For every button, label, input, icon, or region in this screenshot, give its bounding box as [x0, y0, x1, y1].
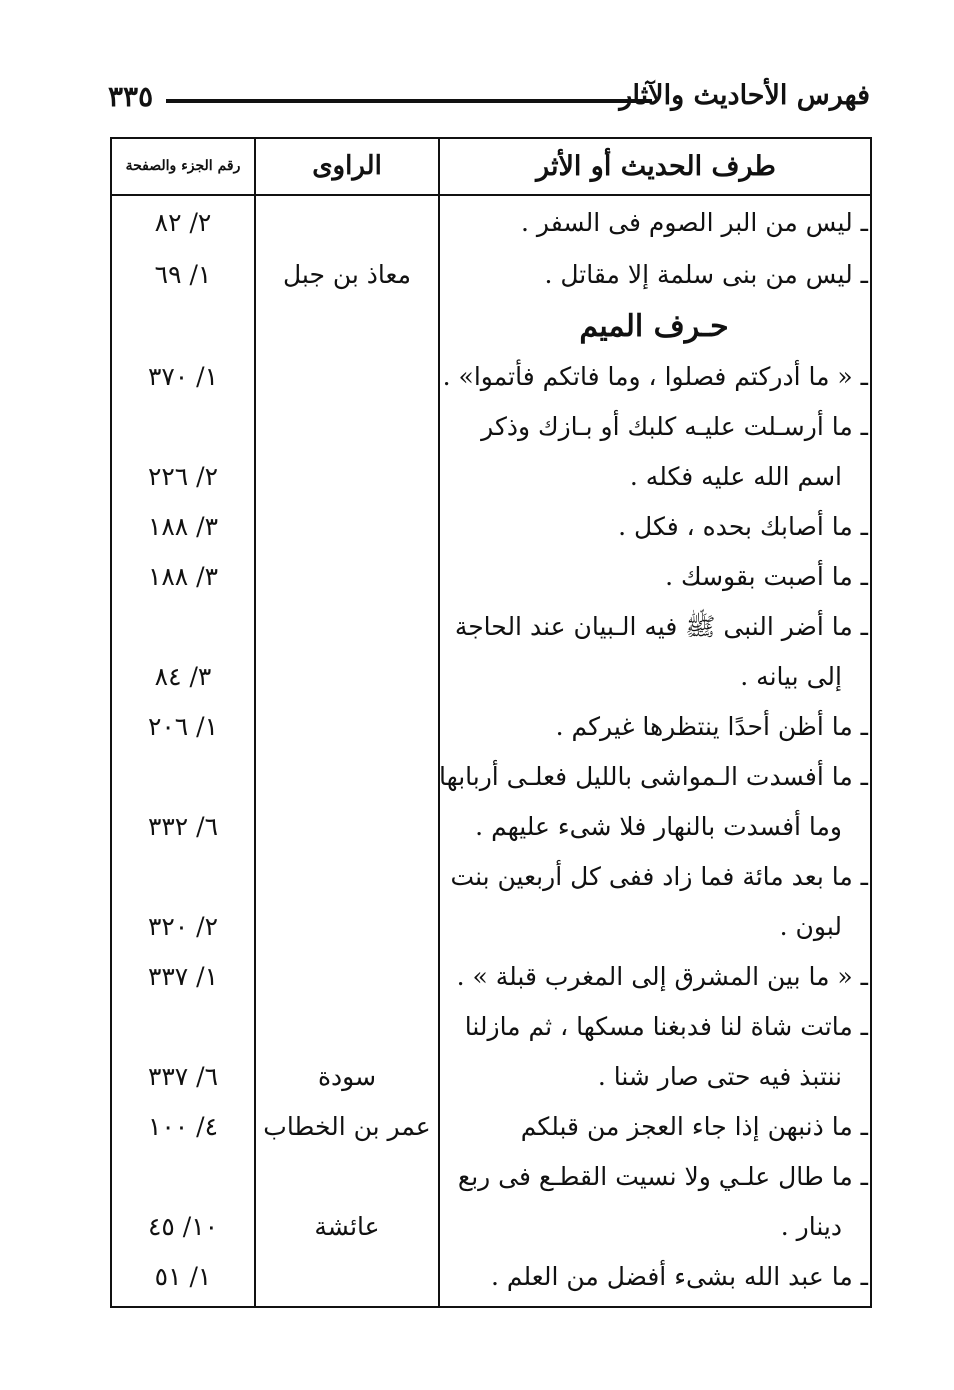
hadith-text: ـ ليس من بنى سلمة إلا مقاتل .: [544, 260, 868, 289]
volume-page-ref: ١/ ٢٠٦: [147, 712, 219, 741]
page-number: ٣٣٥: [108, 80, 154, 113]
narrator-name: عائشة: [314, 1212, 380, 1241]
header-rule: [166, 99, 652, 103]
table-row: [112, 1252, 874, 1302]
volume-page-ref: ٤/ ١٠٠: [147, 1112, 219, 1141]
running-head: [108, 78, 870, 118]
table-row: [112, 602, 874, 652]
volume-page-ref: [112, 752, 254, 802]
table-row: [112, 552, 874, 602]
hadith-text: وما أفسدت بالنهار فلا شىء عليهم .: [475, 812, 842, 841]
hadith-text: دينار .: [780, 1212, 842, 1241]
hadith-text: ـ ما أصابك بحده ، فكل .: [618, 512, 868, 541]
volume-page-ref: [112, 1152, 254, 1202]
narrator-name: [256, 552, 438, 602]
narrator-name: [256, 952, 438, 1002]
table-row: [112, 702, 874, 752]
narrator-name: [256, 902, 438, 952]
narrator-name: [256, 452, 438, 502]
table-row: [112, 902, 874, 952]
table-row: [112, 852, 874, 902]
table-row: [112, 752, 874, 802]
table-row: [112, 802, 874, 852]
volume-page-ref: ٢/ ٣٢٠: [147, 912, 219, 941]
table-row: [112, 1152, 874, 1202]
table-row: [112, 352, 874, 402]
hadith-text: ـ ما عبد الله بشىء أفضل من العلم .: [490, 1262, 868, 1291]
volume-page-ref: ١/ ٦٩: [154, 260, 212, 289]
narrator-name: [256, 502, 438, 552]
table-row: [112, 1202, 874, 1252]
hadith-text: ـ ما أظن أحدًا ينتظرها غيركم .: [555, 712, 868, 741]
narrator-name: [256, 402, 438, 452]
narrator-name: [256, 652, 438, 702]
volume-page-ref: [112, 1002, 254, 1052]
volume-page-ref: ٣/ ١٨٨: [147, 562, 219, 591]
column-header-reference: رقم الجزء والصفحة: [125, 158, 241, 174]
narrator-name: [256, 1002, 438, 1052]
table-row: [112, 198, 874, 248]
hadith-text: ـ « ما أدركتم فصلوا ، وما فاتكم فأتموا» .: [442, 362, 868, 391]
volume-page-ref: [112, 302, 254, 352]
narrator-name: عمر بن الخطاب: [263, 1112, 431, 1141]
narrator-name: [256, 352, 438, 402]
hadith-text: ـ ماتت شاة لنا فدبغنا مسكها ، ثم مازلنا: [464, 1012, 868, 1041]
narrator-name: [256, 602, 438, 652]
running-head-title: فهرس الأحاديث والآثار: [619, 80, 870, 111]
volume-page-ref: ٦/ ٣٣٢: [147, 812, 219, 841]
hadith-text: ـ ليس من البر الصوم فى السفر .: [521, 208, 868, 237]
table-header-divider: [112, 194, 870, 196]
table-row: [112, 1052, 874, 1102]
volume-page-ref: ٢/ ٨٢: [154, 208, 212, 237]
hadith-text: إلى بيانه .: [740, 662, 842, 691]
volume-page-ref: ٦/ ٣٣٧: [147, 1062, 219, 1091]
hadith-text: ـ « ما بين المشرق إلى المغرب قبلة » .: [456, 962, 868, 991]
volume-page-ref: ٣/ ١٨٨: [147, 512, 219, 541]
table-row: [112, 652, 874, 702]
hadith-text: ـ ما أضر النبى ﷺ فيه الـبيان عند الحاجة: [454, 612, 868, 641]
table-row: [112, 402, 874, 452]
narrator-name: [256, 802, 438, 852]
volume-page-ref: ٣/ ٨٤: [154, 662, 212, 691]
volume-page-ref: [112, 602, 254, 652]
column-header-hadith: طرف الحديث أو الأثر: [536, 151, 776, 182]
volume-page-ref: ١/ ٣٧٠: [147, 362, 219, 391]
volume-page-ref: [112, 402, 254, 452]
hadith-text: ـ ما بعد مائة فما زاد ففى كل أربعين بنت: [450, 862, 868, 891]
narrator-name: [256, 852, 438, 902]
hadith-text: ـ ما طال علـي ولا نسيت القطـع فى ربع: [457, 1162, 868, 1191]
narrator-name: [256, 302, 438, 352]
table-row: [112, 1002, 874, 1052]
hadith-text: لبون .: [779, 912, 842, 941]
narrator-name: [256, 702, 438, 752]
section-heading: حـرف الميم: [579, 309, 729, 344]
hadith-index-table: [110, 137, 872, 1308]
narrator-name: [256, 198, 438, 248]
narrator-name: معاذ بن جبل: [282, 260, 411, 289]
table-row: [112, 502, 874, 552]
narrator-name: [256, 752, 438, 802]
table-row: [112, 952, 874, 1002]
volume-page-ref: [112, 852, 254, 902]
volume-page-ref: ١/ ٣٣٧: [147, 962, 219, 991]
hadith-text: اسم الله عليه فكله .: [629, 462, 842, 491]
volume-page-ref: ١٠/ ٤٥: [147, 1212, 219, 1241]
section-heading-row: [112, 302, 874, 352]
volume-page-ref: ١/ ٥١: [154, 1262, 212, 1291]
narrator-name: [256, 1152, 438, 1202]
table-row: [112, 250, 874, 300]
hadith-text: ـ ما أصبت بقوسك .: [665, 562, 868, 591]
hadith-text: ننتبذ فيه حتى صار شنا .: [597, 1062, 842, 1091]
volume-page-ref: ٢/ ٢٢٦: [147, 462, 219, 491]
column-header-narrator: الراوى: [312, 151, 382, 181]
hadith-text: ـ ما أرسـلت عليـه كلبك أو بـازك وذكر: [481, 412, 868, 441]
narrator-name: سودة: [317, 1062, 377, 1091]
hadith-text: ـ ما ذنبهن إذا جاء العجز من قبلكم: [520, 1112, 868, 1141]
table-row: [112, 452, 874, 502]
hadith-text: ـ ما أفسدت الـمواشى بالليل فعلـى أربابها: [439, 762, 868, 791]
table-row: [112, 1102, 874, 1152]
narrator-name: [256, 1252, 438, 1302]
